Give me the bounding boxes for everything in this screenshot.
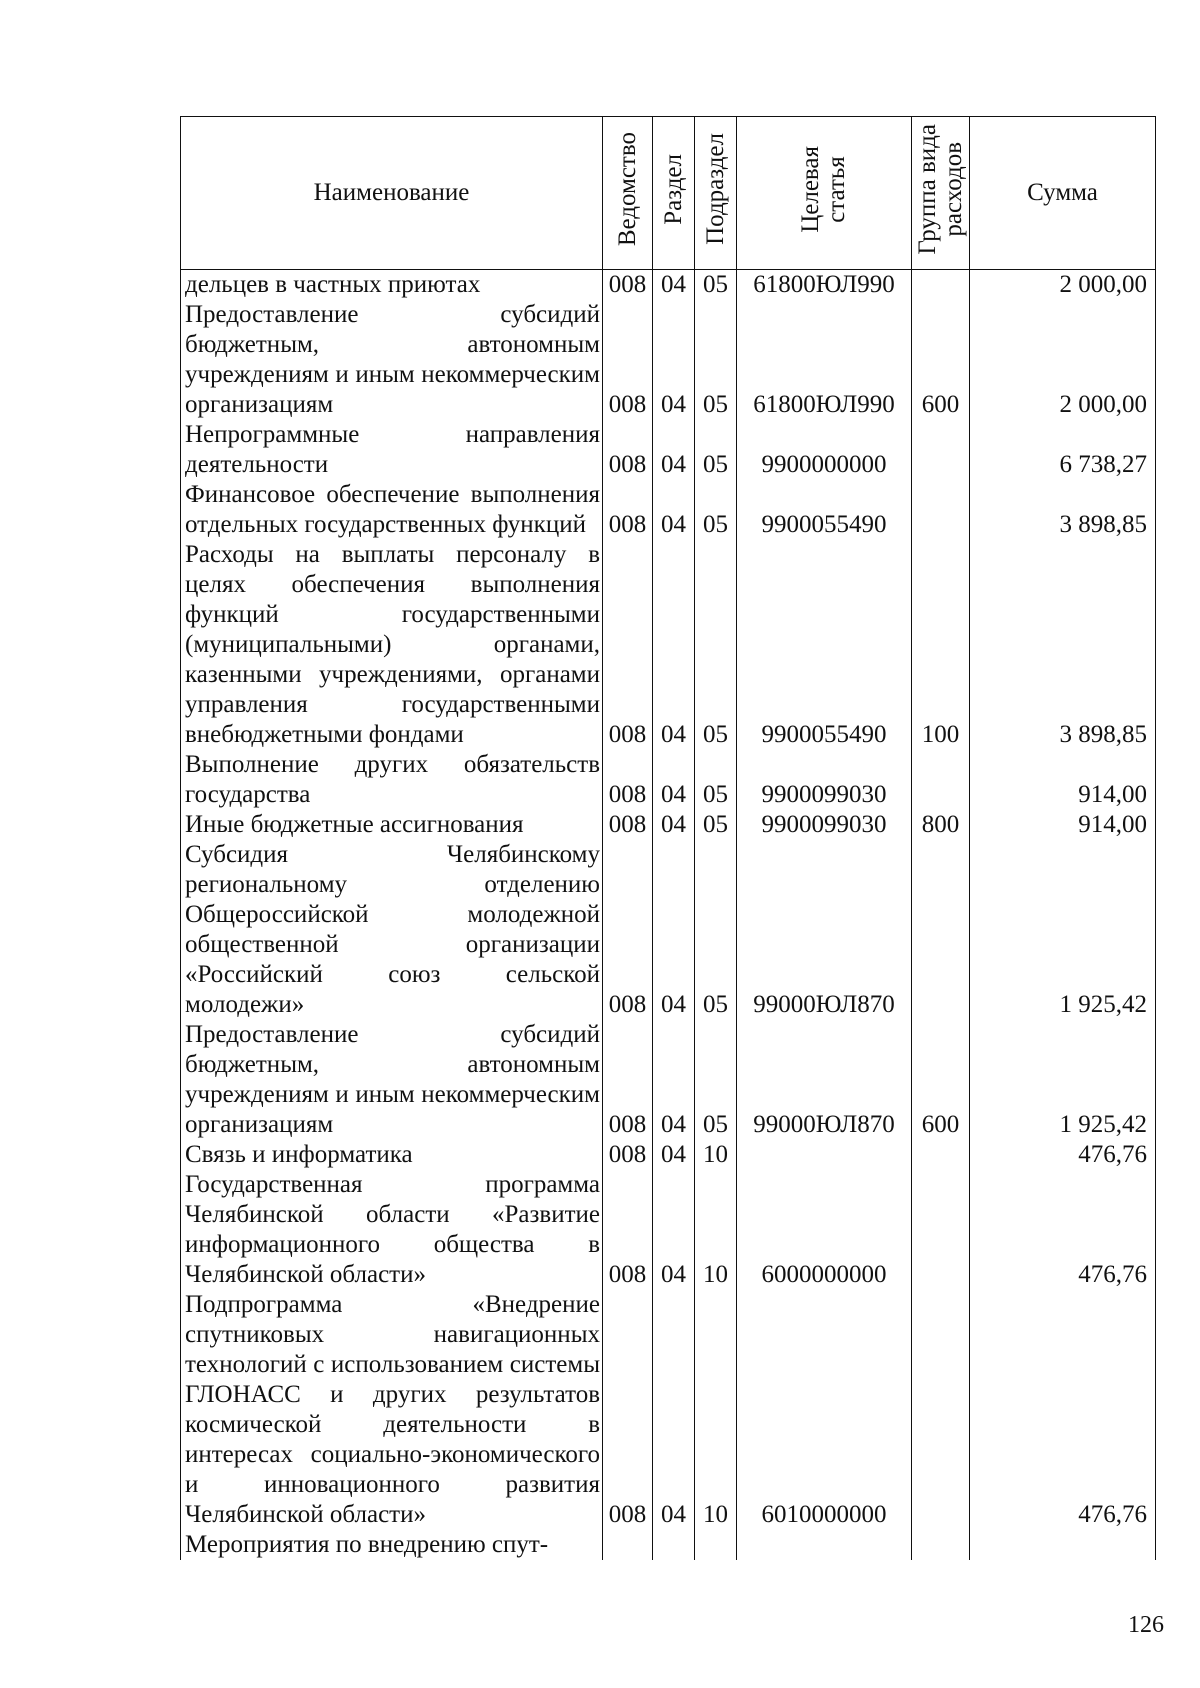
cell-razd: 04 bbox=[653, 1020, 695, 1140]
cell-razd: 04 bbox=[653, 480, 695, 540]
cell-sum: 1 925,42 bbox=[970, 840, 1156, 1020]
cell-cs: 6010000000 bbox=[737, 1290, 912, 1530]
cell-gvr bbox=[912, 840, 970, 1020]
cell-name: Подпрограмма «Внедрение спутниковых навигационных технологий с использованием системы ГЛОНАСС и других результатов космической деятельности в интересах социально-экономического и инновационного развития Челябинской области» bbox=[181, 1290, 603, 1530]
table-row bbox=[181, 1020, 1156, 1140]
table-row bbox=[181, 1170, 1156, 1290]
table-row bbox=[181, 480, 1156, 540]
cell-sum: 914,00 bbox=[970, 810, 1156, 840]
header-gruppa-vida-rashodov: Группа вида расходов bbox=[912, 117, 970, 270]
cell-sum: 1 925,42 bbox=[970, 1020, 1156, 1140]
cell-razd: 04 bbox=[653, 300, 695, 420]
cell-name: Выполнение других обязательств государства bbox=[181, 750, 603, 810]
cell-name: Расходы на выплаты персоналу в целях обеспечения выполнения функций государственными (муниципальными) органами, казенными учреждениями, органами управления государственными внебюджетными фондами bbox=[181, 540, 603, 750]
header-vedomstvo: Ведомство bbox=[603, 117, 653, 270]
cell-name: Предоставление субсидий бюджетным, автономным учреждениям и иным некоммерческим организациям bbox=[181, 300, 603, 420]
cell-ved: 008 bbox=[603, 420, 653, 480]
table-row bbox=[181, 1530, 1156, 1560]
cell-sum: 2 000,00 bbox=[970, 270, 1156, 301]
table-row bbox=[181, 840, 1156, 1020]
table-row bbox=[181, 300, 1156, 420]
cell-sum: 476,76 bbox=[970, 1140, 1156, 1170]
cell-sum: 3 898,85 bbox=[970, 540, 1156, 750]
cell-cs: 9900055490 bbox=[737, 480, 912, 540]
cell-razd: 04 bbox=[653, 1140, 695, 1170]
cell-ved: 008 bbox=[603, 480, 653, 540]
cell-podr: 05 bbox=[695, 750, 737, 810]
cell-ved bbox=[603, 1530, 653, 1560]
cell-razd: 04 bbox=[653, 420, 695, 480]
cell-ved: 008 bbox=[603, 1290, 653, 1530]
cell-name: дельцев в частных приютах bbox=[181, 270, 603, 301]
cell-gvr bbox=[912, 1290, 970, 1530]
cell-podr: 05 bbox=[695, 480, 737, 540]
cell-podr: 05 bbox=[695, 840, 737, 1020]
table-header bbox=[181, 117, 1156, 270]
cell-gvr bbox=[912, 750, 970, 810]
cell-sum: 476,76 bbox=[970, 1170, 1156, 1290]
cell-ved: 008 bbox=[603, 540, 653, 750]
cell-cs bbox=[737, 1530, 912, 1560]
cell-ved: 008 bbox=[603, 1020, 653, 1140]
cell-cs: 9900055490 bbox=[737, 540, 912, 750]
table-body bbox=[181, 270, 1156, 1561]
table-row bbox=[181, 270, 1156, 301]
cell-razd: 04 bbox=[653, 750, 695, 810]
cell-razd: 04 bbox=[653, 810, 695, 840]
budget-table bbox=[180, 116, 1156, 1560]
cell-gvr: 100 bbox=[912, 540, 970, 750]
cell-cs bbox=[737, 1140, 912, 1170]
cell-podr: 05 bbox=[695, 420, 737, 480]
header-podrazdel: Подраздел bbox=[695, 117, 737, 270]
cell-gvr bbox=[912, 270, 970, 301]
cell-ved: 008 bbox=[603, 1140, 653, 1170]
cell-cs: 6000000000 bbox=[737, 1170, 912, 1290]
cell-cs: 9900099030 bbox=[737, 750, 912, 810]
cell-gvr: 600 bbox=[912, 1020, 970, 1140]
cell-podr: 05 bbox=[695, 1020, 737, 1140]
cell-cs: 99000ЮЛ870 bbox=[737, 1020, 912, 1140]
cell-name: Субсидия Челябинскому региональному отделению Общероссийской молодежной общественной организации «Российский союз сельской молодежи» bbox=[181, 840, 603, 1020]
cell-name: Мероприятия по внедрению спут- bbox=[181, 1530, 603, 1560]
cell-cs: 61800ЮЛ990 bbox=[737, 270, 912, 301]
cell-sum: 914,00 bbox=[970, 750, 1156, 810]
header-name: Наименование bbox=[181, 117, 603, 270]
cell-gvr bbox=[912, 480, 970, 540]
table-row bbox=[181, 750, 1156, 810]
cell-ved: 008 bbox=[603, 270, 653, 301]
cell-ved: 008 bbox=[603, 300, 653, 420]
cell-ved: 008 bbox=[603, 840, 653, 1020]
cell-podr: 10 bbox=[695, 1290, 737, 1530]
cell-gvr bbox=[912, 1140, 970, 1170]
cell-gvr: 800 bbox=[912, 810, 970, 840]
cell-podr: 05 bbox=[695, 270, 737, 301]
cell-name: Иные бюджетные ассигнования bbox=[181, 810, 603, 840]
cell-podr: 05 bbox=[695, 540, 737, 750]
table-row bbox=[181, 420, 1156, 480]
header-summa: Сумма bbox=[970, 117, 1156, 270]
cell-razd: 04 bbox=[653, 840, 695, 1020]
cell-ved: 008 bbox=[603, 750, 653, 810]
cell-razd: 04 bbox=[653, 1290, 695, 1530]
cell-name: Государственная программа Челябинской области «Развитие информационного общества в Челябинской области» bbox=[181, 1170, 603, 1290]
cell-gvr bbox=[912, 1530, 970, 1560]
cell-sum: 2 000,00 bbox=[970, 300, 1156, 420]
cell-sum: 6 738,27 bbox=[970, 420, 1156, 480]
table-row bbox=[181, 540, 1156, 750]
table-row bbox=[181, 1290, 1156, 1530]
cell-razd: 04 bbox=[653, 270, 695, 301]
cell-ved: 008 bbox=[603, 1170, 653, 1290]
cell-razd bbox=[653, 1530, 695, 1560]
cell-name: Непрограммные направления деятельности bbox=[181, 420, 603, 480]
cell-cs: 61800ЮЛ990 bbox=[737, 300, 912, 420]
cell-sum: 3 898,85 bbox=[970, 480, 1156, 540]
cell-podr: 10 bbox=[695, 1170, 737, 1290]
cell-cs: 9900099030 bbox=[737, 810, 912, 840]
cell-gvr bbox=[912, 420, 970, 480]
cell-razd: 04 bbox=[653, 540, 695, 750]
cell-podr: 05 bbox=[695, 810, 737, 840]
cell-cs: 9900000000 bbox=[737, 420, 912, 480]
page-number: 126 bbox=[1128, 1612, 1164, 1638]
cell-name: Финансовое обеспечение выполнения отдельных государственных функций bbox=[181, 480, 603, 540]
cell-name: Связь и информатика bbox=[181, 1140, 603, 1170]
cell-razd: 04 bbox=[653, 1170, 695, 1290]
cell-cs: 99000ЮЛ870 bbox=[737, 840, 912, 1020]
cell-podr: 10 bbox=[695, 1140, 737, 1170]
header-celevaya-statya: Целевая статья bbox=[737, 117, 912, 270]
cell-sum bbox=[970, 1530, 1156, 1560]
cell-gvr: 600 bbox=[912, 300, 970, 420]
header-razdel: Раздел bbox=[653, 117, 695, 270]
table-row bbox=[181, 810, 1156, 840]
table-row bbox=[181, 1140, 1156, 1170]
cell-gvr bbox=[912, 1170, 970, 1290]
cell-sum: 476,76 bbox=[970, 1290, 1156, 1530]
cell-ved: 008 bbox=[603, 810, 653, 840]
cell-podr bbox=[695, 1530, 737, 1560]
cell-name: Предоставление субсидий бюджетным, автономным учреждениям и иным некоммерческим организациям bbox=[181, 1020, 603, 1140]
cell-podr: 05 bbox=[695, 300, 737, 420]
